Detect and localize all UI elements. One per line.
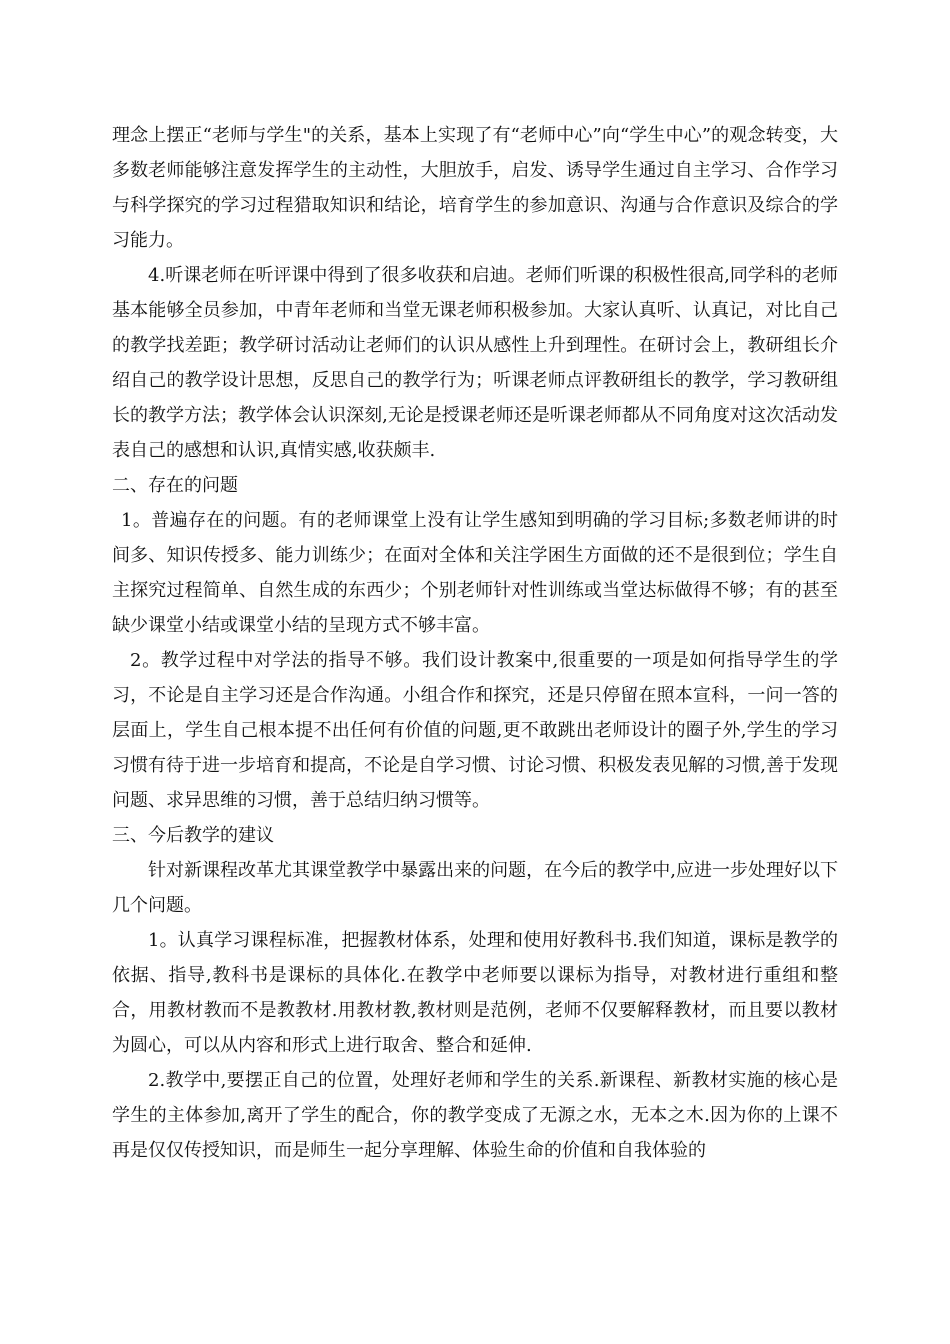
section-heading-suggestions: 三、今后教学的建议 — [112, 825, 274, 846]
paragraph-suggestion-2: 2.教学中,要摆正自己的位置，处理好老师和学生的关系.新课程、新教材实施的核心是学生的主体参加,离开了学生的配合，你的教学变成了无源之水，无本之木.因为你的上课不再是仅仅传授知识，而是师生一起分享理解、体验生命的价值和自我体验的 — [112, 1070, 838, 1161]
paragraph-problem-2: 2。教学过程中对学法的指导不够。我们设计教案中,很重要的一项是如何指导学生的学习，不论是自主学习还是合作沟通。小组合作和探究，还是只停留在照本宣科，一问一答的层面上，学生自己根本提不出任何有价值的问题,更不敢跳出老师设计的圈子外,学生的学习习惯有待于进一步培育和提高，不论是自学习惯、讨论习惯、积极发表见解的习惯,善于发现问题、求异思维的习惯，善于总结归纳习惯等。 — [112, 650, 838, 811]
paragraph-intro-continued: 理念上摆正“老师与学生"的关系，基本上实现了有“老师中心”向“学生中心”的观念转变，大多数老师能够注意发挥学生的主动性，大胆放手，启发、诱导学生通过自主学习、合作学习与科学探究的学习过程猎取知识和结论，培育学生的参加意识、沟通与合作意识及综合的学习能力。 — [112, 125, 838, 251]
paragraph-suggestions-intro: 针对新课程改革尤其课堂教学中暴露出来的问题，在今后的教学中,应进一步处理好以下几个问题。 — [112, 860, 838, 916]
paragraph-suggestion-1: 1。认真学习课程标准，把握教材体系，处理和使用好教科书.我们知道，课标是教学的依据、指导,教科书是课标的具体化.在教学中老师要以课标为指导，对教材进行重组和整合，用教材教而不是教教材.用教材教,教材则是范例，老师不仅要解释教材，而且要以教材为圆心，可以从内容和形式上进行取舍、整合和延伸. — [112, 930, 838, 1056]
section-heading-problems: 二、存在的问题 — [112, 475, 238, 496]
paragraph-problem-1: 1。普遍存在的问题。有的老师课堂上没有让学生感知到明确的学习目标;多数老师讲的时间多、知识传授多、能力训练少；在面对全体和关注学困生方面做的还不是很到位；学生自主探究过程简单、自然生成的东西少；个别老师针对性训练或当堂达标做得不够；有的甚至缺少课堂小结或课堂小结的呈现方式不够丰富。 — [112, 510, 838, 636]
paragraph-point-4: 4.听课老师在听评课中得到了很多收获和启迪。老师们听课的积极性很高,同学科的老师基本能够全员参加，中青年老师和当堂无课老师积极参加。大家认真听、认真记，对比自己的教学找差距；教学研讨活动让老师们的认识从感性上升到理性。在研讨会上，教研组长介绍自己的教学设计思想，反思自己的教学行为；听课老师点评教研组长的教学，学习教研组长的教学方法；教学体会认识深刻,无论是授课老师还是听课老师都从不同角度对这次活动发表自己的感想和认识,真情实感,收获颇丰. — [112, 265, 838, 461]
document-page — [112, 118, 838, 1168]
